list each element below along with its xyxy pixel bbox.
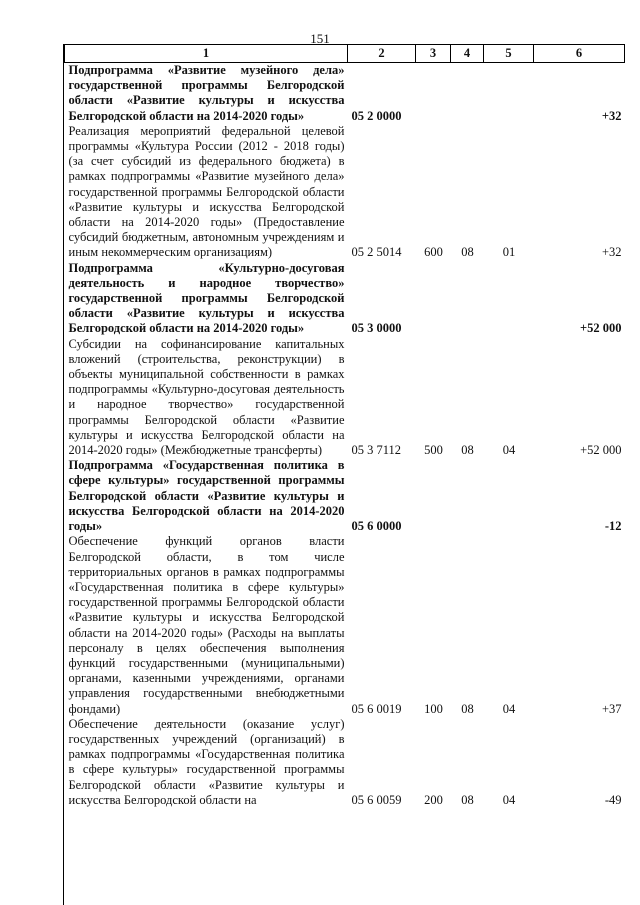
row-target-code: 05 6 0000 bbox=[351, 519, 402, 534]
table-row-institutions-services bbox=[65, 717, 625, 808]
table-row-authority-functions bbox=[65, 534, 625, 716]
row-section: 08 bbox=[461, 245, 474, 260]
row-subsection: 04 bbox=[502, 701, 516, 716]
column-header-6: 6 bbox=[534, 45, 625, 63]
row-name: Реализация мероприятий федеральной целевой программы «Культура России (2012 - 2018 годы) (за счет субсидий из федерального бюджета) в рамках подпрограммы «Развитие музейного дела» государственной программы Белгородской области «Развитие культуры и искусства Белгородской области на 2014-2020 годы» (Предоставление субсидий бюджетным, автономным учреждениям и иным некоммерческим организациям) bbox=[68, 123, 345, 260]
row-subsection: 04 bbox=[502, 443, 516, 458]
table-row-subprogram-leisure bbox=[65, 261, 625, 337]
row-subsection bbox=[484, 458, 534, 534]
table-row-capital-subsidies bbox=[65, 337, 625, 459]
table-body bbox=[65, 63, 625, 808]
row-section: 08 bbox=[461, 701, 474, 716]
row-name: Обеспечение функций органов власти Белгородской области, в том числе территориальных органов в рамках подпрограммы «Государственная политика в сфере культуры» государственной программы Белгородской области «Развитие культуры и искусства Белгородской области на 2014-2020 годы» (Расходы на выплаты персоналу в целях обеспечения выполнения функций государственными (муниципальными) органами, казенными учреждениями, органами управления государственными внебюджетными фондами) bbox=[68, 534, 345, 716]
table-header bbox=[65, 45, 625, 63]
row-expense-type: 500 bbox=[424, 443, 443, 458]
row-subsection bbox=[484, 63, 534, 124]
row-section bbox=[451, 458, 484, 534]
row-expense-type: 600 bbox=[424, 245, 443, 260]
row-target-code: 05 3 0000 bbox=[351, 321, 402, 336]
row-expense-type bbox=[416, 458, 451, 534]
row-expense-type bbox=[416, 63, 451, 124]
row-amount: +52 000 bbox=[580, 443, 622, 458]
row-name: Субсидии на софинансирование капитальных вложений (строительства, реконструкции) в объекты муниципальной собственности в рамках подпрограммы «Культурно-досуговая деятельность и народное творчество» государственной программы Белгородской области «Развитие культуры и искусства Белгородской области на 2014-2020 годы» (Межбюджетные трансферты) bbox=[68, 336, 345, 458]
row-section: 08 bbox=[461, 443, 474, 458]
row-name: Подпрограмма «Развитие музейного дела» государственной программы Белгородской области «Развитие культуры и искусства Белгородской области на 2014-2020 годы» bbox=[68, 63, 345, 123]
row-target-code: 05 2 0000 bbox=[351, 108, 402, 123]
row-subsection: 01 bbox=[502, 245, 516, 260]
row-section bbox=[451, 63, 484, 124]
row-amount: -49 bbox=[604, 792, 622, 807]
row-expense-type bbox=[416, 261, 451, 337]
row-section: 08 bbox=[461, 792, 474, 807]
page-number: 151 bbox=[310, 31, 330, 46]
row-expense-type: 100 bbox=[424, 701, 443, 716]
column-header-5: 5 bbox=[484, 45, 534, 63]
table-row-culture-russia bbox=[65, 124, 625, 261]
row-name: Обеспечение деятельности (оказание услуг) государственных учреждений (организаций) в рамках подпрограммы «Государственная политика в сфере культуры» государственной программы Белгородской области «Развитие культуры и искусства Белгородской области на bbox=[68, 716, 345, 807]
row-target-code: 05 3 7112 bbox=[351, 443, 402, 458]
row-name: Подпрограмма «Государственная политика в сфере культуры» государственной программы Белгородской области «Развитие культуры и искусства Белгородской области на 2014-2020 годы» bbox=[68, 458, 345, 534]
column-header-4: 4 bbox=[451, 45, 484, 63]
row-target-code: 05 2 5014 bbox=[351, 245, 402, 260]
row-name: Подпрограмма «Культурно-досуговая деятельность и народное творчество» государственной программы Белгородской области «Развитие культуры и искусства Белгородской области на 2014-2020 годы» bbox=[68, 260, 345, 336]
row-amount: +52 000 bbox=[580, 321, 622, 336]
column-header-3: 3 bbox=[416, 45, 451, 63]
row-target-code: 05 6 0019 bbox=[351, 701, 402, 716]
row-amount: +37 bbox=[601, 701, 622, 716]
row-section bbox=[451, 261, 484, 337]
row-subsection bbox=[484, 261, 534, 337]
budget-table bbox=[64, 44, 625, 808]
column-header-1: 1 bbox=[65, 45, 348, 63]
header-row bbox=[65, 45, 625, 63]
table-row-subprogram-policy bbox=[65, 458, 625, 534]
row-amount: +32 bbox=[601, 108, 622, 123]
row-expense-type: 200 bbox=[424, 792, 443, 807]
row-subsection: 04 bbox=[502, 792, 516, 807]
row-amount: -12 bbox=[604, 519, 622, 534]
row-target-code: 05 6 0059 bbox=[351, 792, 402, 807]
row-amount: +32 bbox=[601, 245, 622, 260]
column-header-2: 2 bbox=[348, 45, 416, 63]
table-row-subprogram-museum bbox=[65, 63, 625, 124]
